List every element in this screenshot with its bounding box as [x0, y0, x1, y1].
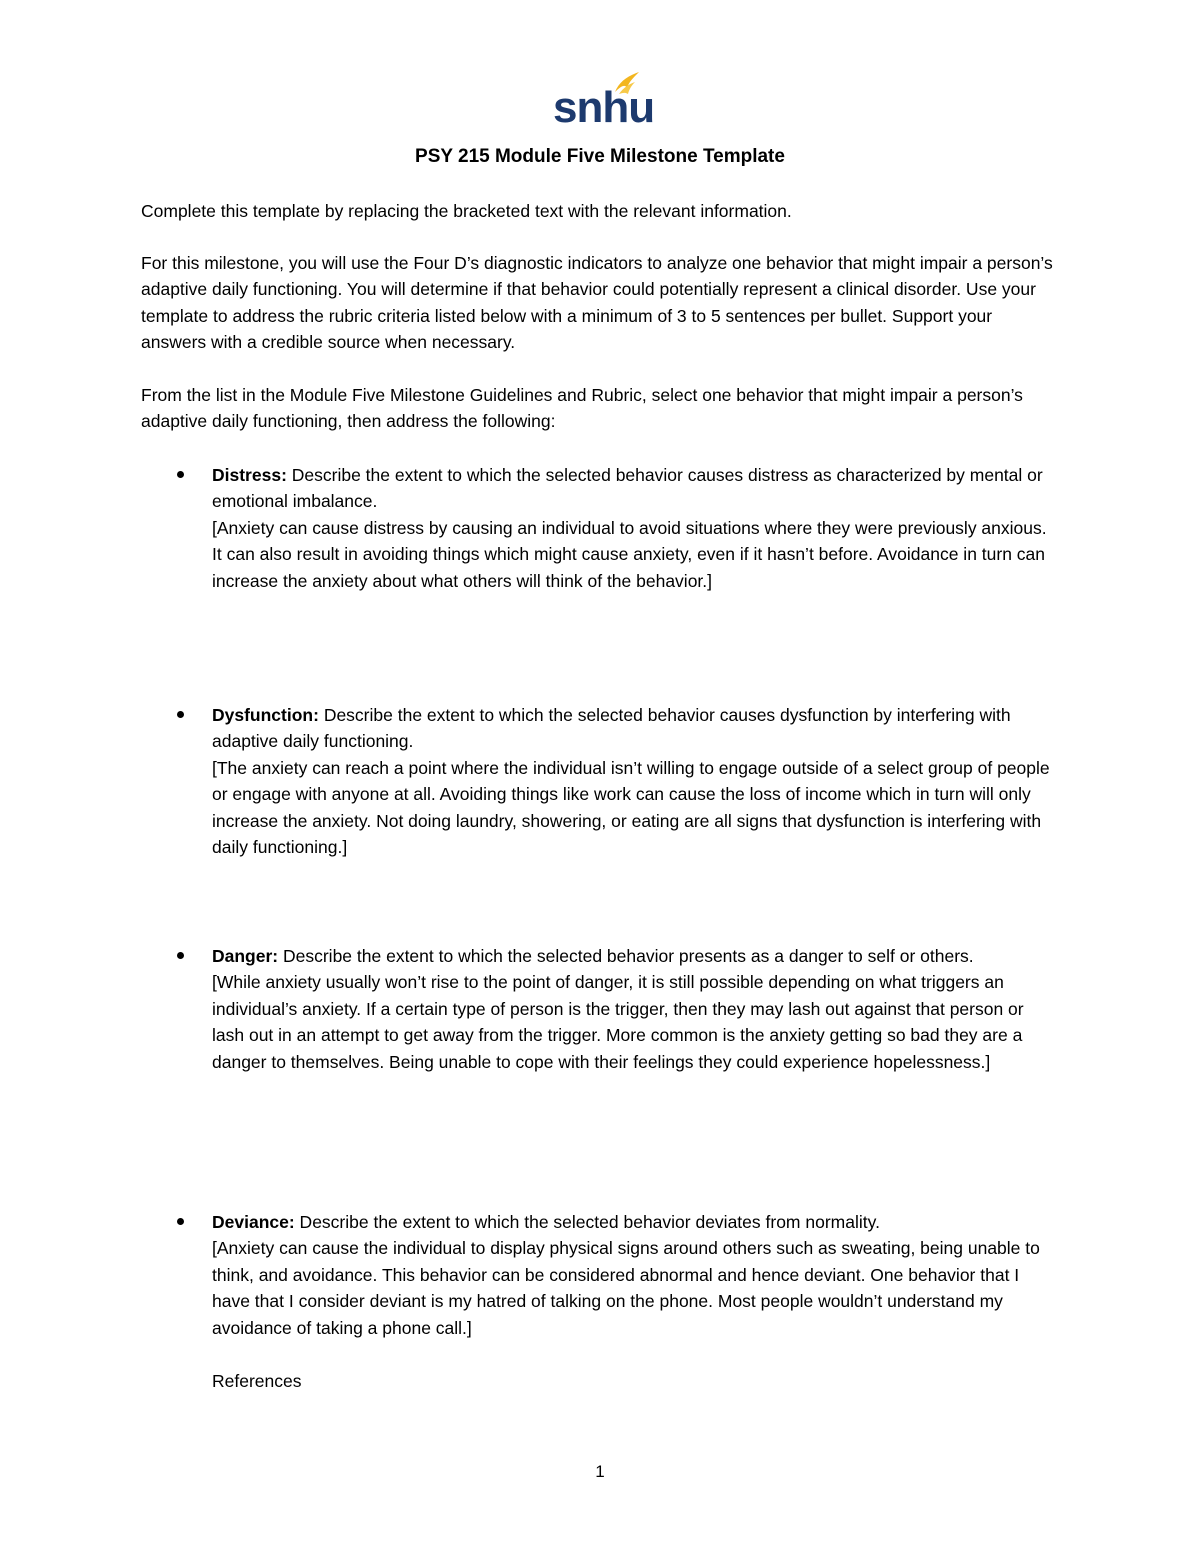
bullet-prompt: Describe the extent to which the selected behavior deviates from normality. — [294, 1212, 880, 1232]
bullet-dot-icon — [177, 711, 184, 718]
references-heading: References — [212, 1371, 302, 1391]
selection-prompt-paragraph: From the list in the Module Five Milestone Guidelines and Rubric, select one behavior that might impair a person’s adaptive daily functioning, then address the following: — [141, 385, 1023, 432]
bullet-body — [212, 943, 1057, 1075]
bullet-prompt: Describe the extent to which the selected behavior causes dysfunction by interfering with adaptive daily functioning. — [212, 705, 1011, 752]
bullet-body — [212, 702, 1057, 860]
bullet-prompt: Describe the extent to which the selected behavior presents as a danger to self or others. — [278, 946, 974, 966]
logo-wordmark: snhu — [553, 83, 655, 132]
snhu-logo — [553, 70, 655, 132]
bullet-term: Dysfunction: — [212, 705, 319, 725]
instructions-paragraph: Complete this template by replacing the bracketed text with the relevant information. — [141, 201, 792, 221]
bullet-dot-icon — [177, 952, 184, 959]
bullet-body — [212, 462, 1057, 594]
bullet-dot-icon — [177, 1218, 184, 1225]
document-title: PSY 215 Module Five Milestone Template — [415, 146, 785, 167]
bullet-prompt: Describe the extent to which the selected behavior causes distress as characterized by mental or emotional imbalance. — [212, 465, 1043, 512]
bullet-answer: [The anxiety can reach a point where the individual isn’t willing to engage outside of a select group of people or engage with anyone at all. Avoiding things like work can cause the loss of income which in turn will only increase the anxiety. Not doing laundry, showering, or eating are all signs that dysfunction is interfering with daily functioning.] — [212, 757, 1050, 858]
bullet-dot-icon — [177, 471, 184, 478]
bullet-answer: [While anxiety usually won’t rise to the point of danger, it is still possible depending on what triggers an individual’s anxiety. If a certain type of person is the trigger, then they may lash out against that person or lash out in an attempt to get away from the trigger. More common is the anxiety getting so bad they are a danger to themselves. Being unable to cope with their feelings they could experience hopelessness.] — [212, 972, 1024, 1072]
intro-paragraph: For this milestone, you will use the Four D’s diagnostic indicators to analyze one behavior that might impair a person’s adaptive daily functioning. You will determine if that behavior could potentially represent a clinical disorder. Use your template to address the rubric criteria listed below with a minimum of 3 to 5 sentences per bullet. Support your answers with a credible source when necessary. — [141, 253, 1053, 353]
bullet-answer: [Anxiety can cause the individual to display physical signs around others such as sweating, being unable to think, and avoidance. This behavior can be considered abnormal and hence deviant. One behavior that I have that I consider deviant is my hatred of talking on the phone. Most people wouldn’t understand my avoidance of taking a phone call.] — [212, 1238, 1040, 1338]
bullet-body — [212, 1209, 1057, 1341]
bullet-term: Distress: — [212, 465, 287, 485]
page-number: 1 — [595, 1462, 605, 1481]
bullet-term: Deviance: — [212, 1212, 295, 1232]
bullet-answer: [Anxiety can cause distress by causing an individual to avoid situations where they were previously anxious. It can also result in avoiding things which might cause anxiety, even if it hasn’t before. Avoidance in turn can increase the anxiety about what others will think of the behavior.] — [212, 517, 1047, 591]
bullet-term: Danger: — [212, 946, 279, 966]
